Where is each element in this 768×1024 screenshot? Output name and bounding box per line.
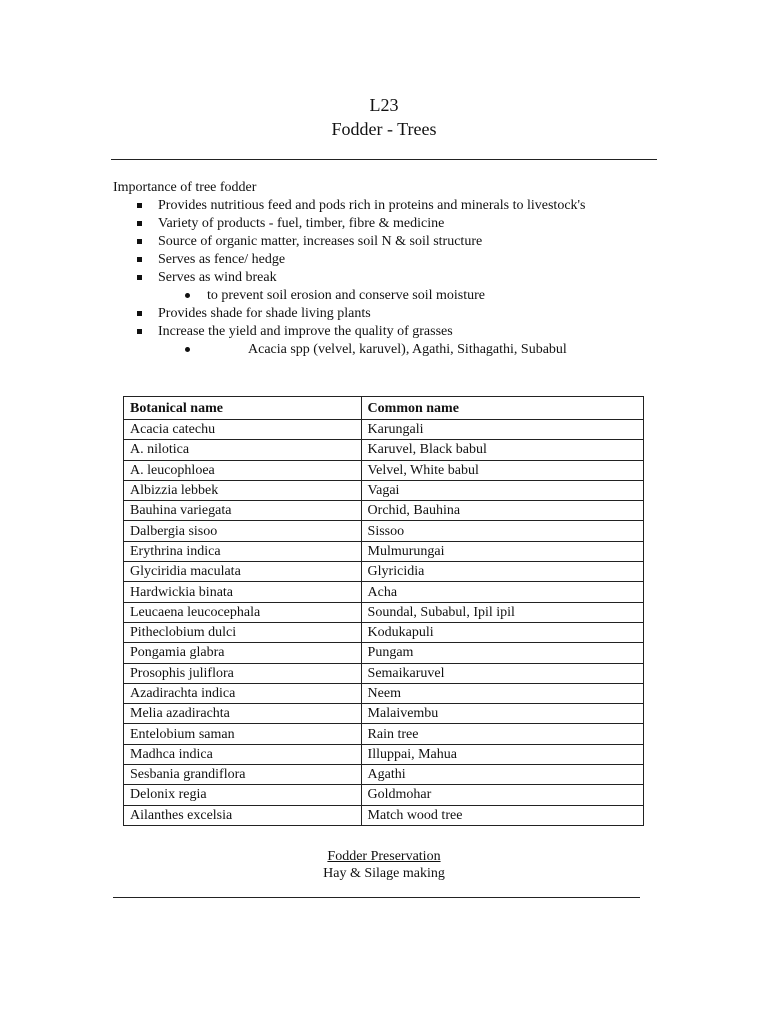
square-bullet-icon <box>137 329 142 334</box>
list-item <box>113 197 713 215</box>
list-item <box>113 305 713 323</box>
botanical-name-cell: Erythrina indica <box>124 541 362 561</box>
botanical-name-cell: Delonix regia <box>124 785 362 805</box>
botanical-name-cell: Leucaena leucocephala <box>124 602 362 622</box>
square-bullet-icon <box>137 257 142 262</box>
importance-list <box>113 197 713 287</box>
table-row <box>124 420 644 440</box>
species-table-body <box>124 420 644 826</box>
table-header-row <box>124 397 644 420</box>
grasses-sublist <box>113 341 713 359</box>
bottom-divider <box>113 897 640 898</box>
common-name-cell: Semaikaruvel <box>361 663 643 683</box>
table-row <box>124 582 644 602</box>
common-name-cell: Kodukapuli <box>361 622 643 642</box>
table-row <box>124 724 644 744</box>
common-name-cell: Rain tree <box>361 724 643 744</box>
common-name-cell: Goldmohar <box>361 785 643 805</box>
list-item-text: Source of organic matter, increases soil N & soil structure <box>158 234 483 249</box>
common-name-cell: Pungam <box>361 643 643 663</box>
table-row <box>124 704 644 724</box>
table-row <box>124 805 644 825</box>
botanical-name-cell: Glyciridia maculata <box>124 562 362 582</box>
table-row <box>124 765 644 785</box>
common-name-cell: Velvel, White babul <box>361 460 643 480</box>
table-row <box>124 460 644 480</box>
botanical-name-cell: Hardwickia binata <box>124 582 362 602</box>
list-item-text: Provides shade for shade living plants <box>158 306 371 321</box>
botanical-name-cell: Ailanthes excelsia <box>124 805 362 825</box>
common-name-cell: Sissoo <box>361 521 643 541</box>
square-bullet-icon <box>137 275 142 280</box>
table-row <box>124 622 644 642</box>
table-row <box>124 440 644 460</box>
botanical-name-cell: Bauhina variegata <box>124 501 362 521</box>
list-item <box>113 323 713 341</box>
header-common-name: Common name <box>361 397 643 420</box>
table-row <box>124 541 644 561</box>
list-item <box>113 251 713 269</box>
square-bullet-icon <box>137 221 142 226</box>
botanical-name-cell: Prosophis juliflora <box>124 663 362 683</box>
list-item-text: Serves as wind break <box>158 270 277 285</box>
list-item-text: Serves as fence/ hedge <box>158 252 286 267</box>
sub-list-item <box>113 287 713 305</box>
table-row <box>124 744 644 764</box>
sub-list-item-text: to prevent soil erosion and conserve soil moisture <box>207 288 485 303</box>
list-item <box>113 269 713 287</box>
importance-section <box>113 179 713 359</box>
page-title: Fodder - Trees <box>331 119 437 139</box>
square-bullet-icon <box>137 311 142 316</box>
common-name-cell: Karungali <box>361 420 643 440</box>
list-item <box>113 215 713 233</box>
botanical-name-cell: A. leucophloea <box>124 460 362 480</box>
table-row <box>124 602 644 622</box>
botanical-name-cell: Pitheclobium dulci <box>124 622 362 642</box>
botanical-name-cell: Sesbania grandiflora <box>124 765 362 785</box>
table-row <box>124 501 644 521</box>
botanical-name-cell: Dalbergia sisoo <box>124 521 362 541</box>
species-table <box>123 396 644 826</box>
windbreak-sublist <box>113 287 713 305</box>
table-row <box>124 521 644 541</box>
list-item-text: Provides nutritious feed and pods rich in proteins and minerals to livestock's <box>158 198 586 213</box>
common-name-cell: Mulmurungai <box>361 541 643 561</box>
table-row <box>124 562 644 582</box>
common-name-cell: Match wood tree <box>361 805 643 825</box>
lesson-code: L23 <box>369 95 399 115</box>
common-name-cell: Acha <box>361 582 643 602</box>
square-bullet-icon <box>137 203 142 208</box>
list-item-text: Variety of products - fuel, timber, fibre & medicine <box>158 216 445 231</box>
importance-list-continued <box>113 305 713 341</box>
sub-list-item-text: Acacia spp (velvel, karuvel), Agathi, Sithagathi, Subabul <box>248 342 567 357</box>
common-name-cell: Neem <box>361 683 643 703</box>
common-name-cell: Agathi <box>361 765 643 785</box>
square-bullet-icon <box>137 239 142 244</box>
botanical-name-cell: A. nilotica <box>124 440 362 460</box>
common-name-cell: Soundal, Subabul, Ipil ipil <box>361 602 643 622</box>
list-item-text: Increase the yield and improve the quality of grasses <box>158 324 453 339</box>
botanical-name-cell: Entelobium saman <box>124 724 362 744</box>
round-bullet-icon <box>185 293 190 298</box>
botanical-name-cell: Albizzia lebbek <box>124 480 362 500</box>
table-row <box>124 480 644 500</box>
botanical-name-cell: Acacia catechu <box>124 420 362 440</box>
table-row <box>124 683 644 703</box>
table-row <box>124 785 644 805</box>
botanical-name-cell: Pongamia glabra <box>124 643 362 663</box>
botanical-name-cell: Azadirachta indica <box>124 683 362 703</box>
table-row <box>124 663 644 683</box>
common-name-cell: Malaivembu <box>361 704 643 724</box>
botanical-name-cell: Melia azadirachta <box>124 704 362 724</box>
common-name-cell: Glyricidia <box>361 562 643 582</box>
table-row <box>124 643 644 663</box>
importance-title: Importance of tree fodder <box>113 180 257 195</box>
common-name-cell: Vagai <box>361 480 643 500</box>
botanical-name-cell: Madhca indica <box>124 744 362 764</box>
fodder-preservation-subheading: Hay & Silage making <box>323 866 445 881</box>
fodder-preservation-heading: Fodder Preservation <box>327 849 441 864</box>
common-name-cell: Orchid, Bauhina <box>361 501 643 521</box>
sub-list-item <box>113 341 713 359</box>
top-divider <box>111 159 657 160</box>
common-name-cell: Karuvel, Black babul <box>361 440 643 460</box>
header-botanical-name: Botanical name <box>124 397 362 420</box>
common-name-cell: Illuppai, Mahua <box>361 744 643 764</box>
round-bullet-icon <box>185 347 190 352</box>
list-item <box>113 233 713 251</box>
